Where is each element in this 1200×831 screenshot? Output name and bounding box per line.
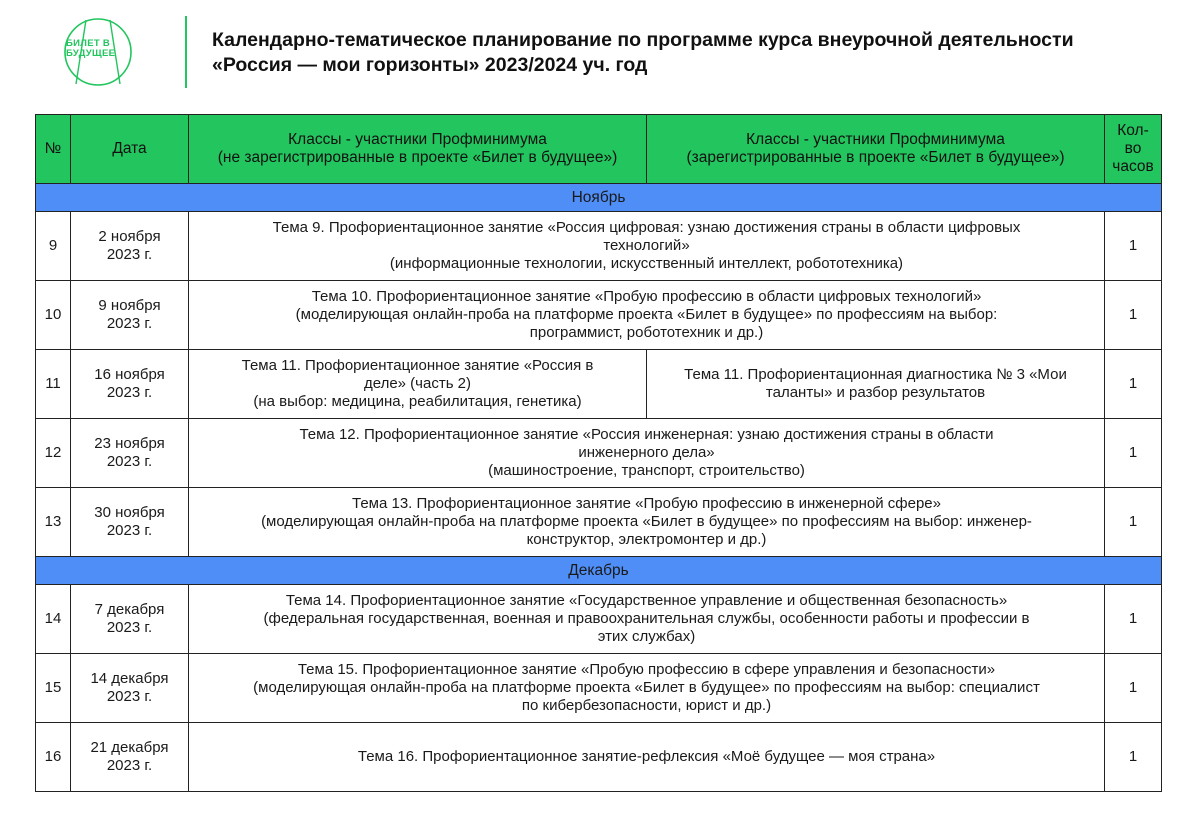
row-hours: 1 bbox=[1105, 350, 1162, 419]
row-date-line-1: 23 ноября bbox=[94, 435, 165, 452]
table-row bbox=[36, 585, 1162, 654]
table-row bbox=[36, 488, 1162, 557]
row-date bbox=[71, 723, 189, 792]
table-row bbox=[36, 419, 1162, 488]
row-date bbox=[71, 212, 189, 281]
row-topic bbox=[189, 654, 1105, 723]
row-hours: 1 bbox=[1105, 419, 1162, 488]
header-unregistered-line-2: (не зарегистрированные в проекте «Билет в будущее») bbox=[217, 149, 618, 166]
table-row bbox=[36, 212, 1162, 281]
row-date-line-1: 21 декабря bbox=[90, 739, 169, 756]
row-topic-line-2: (моделирующая онлайн-проба на платформе проекта «Билет в будущее» по профессиям на выбор: инженер- bbox=[261, 513, 1032, 530]
logo-text bbox=[66, 39, 115, 59]
row-date-line-2: 2023 г. bbox=[106, 522, 153, 539]
table-row bbox=[36, 350, 1162, 419]
month-label: Декабрь bbox=[36, 557, 1162, 585]
row-hours: 1 bbox=[1105, 488, 1162, 557]
row-topic bbox=[189, 585, 1105, 654]
row-topic-left-line-2: деле» (часть 2) bbox=[363, 375, 472, 392]
row-topic-line-1: Тема 15. Профориентационное занятие «Пробую профессию в сфере управления и безопасности» bbox=[297, 661, 996, 678]
row-date-line-2: 2023 г. bbox=[106, 246, 153, 263]
month-label: Ноябрь bbox=[36, 184, 1162, 212]
month-row-november bbox=[36, 184, 1162, 212]
row-date bbox=[71, 585, 189, 654]
row-topic bbox=[189, 281, 1105, 350]
row-topic-registered bbox=[647, 350, 1105, 419]
row-topic-line-1: Тема 13. Профориентационное занятие «Пробую профессию в инженерной сфере» bbox=[352, 495, 941, 512]
row-date-line-1: 2 ноября bbox=[98, 228, 161, 245]
logo-divider bbox=[185, 16, 187, 88]
row-topic bbox=[189, 723, 1105, 792]
row-topic-line-3: этих службах) bbox=[597, 628, 696, 645]
table-row bbox=[36, 723, 1162, 792]
header-date: Дата bbox=[71, 115, 189, 184]
header-registered-line-2: (зарегистрированные в проекте «Билет в будущее») bbox=[686, 149, 1065, 166]
row-topic-line-2: (моделирующая онлайн-проба на платформе проекта «Билет в будущее» по профессиям на выбор: bbox=[295, 306, 998, 323]
row-topic-left-line-3: (на выбор: медицина, реабилитация, генетика) bbox=[253, 393, 582, 410]
row-date-line-1: 7 декабря bbox=[94, 601, 165, 618]
row-date bbox=[71, 281, 189, 350]
row-topic-line-2: инженерного дела» bbox=[578, 444, 715, 461]
row-date-line-2: 2023 г. bbox=[106, 688, 153, 705]
row-date-line-2: 2023 г. bbox=[106, 453, 153, 470]
row-num: 13 bbox=[36, 488, 71, 557]
row-hours: 1 bbox=[1105, 585, 1162, 654]
row-num: 16 bbox=[36, 723, 71, 792]
header-unregistered-line-1: Классы - участники Профминимума bbox=[288, 131, 547, 148]
header-unregistered bbox=[189, 115, 647, 184]
row-date-line-2: 2023 г. bbox=[106, 757, 153, 774]
table-row bbox=[36, 654, 1162, 723]
row-date bbox=[71, 419, 189, 488]
schedule-table bbox=[35, 114, 1162, 792]
logo-line-1: БИЛЕТ В bbox=[66, 38, 111, 49]
row-date-line-2: 2023 г. bbox=[106, 619, 153, 636]
header-hours bbox=[1105, 115, 1162, 184]
row-topic-line-3: (информационные технологии, искусственный интеллект, робототехника) bbox=[389, 255, 904, 272]
row-topic bbox=[189, 419, 1105, 488]
header-hours-line-2: часов bbox=[1112, 158, 1154, 175]
row-num: 15 bbox=[36, 654, 71, 723]
row-topic bbox=[189, 212, 1105, 281]
row-topic bbox=[189, 488, 1105, 557]
row-topic-line-1: Тема 9. Профориентационное занятие «Россия цифровая: узнаю достижения страны в области цифровых bbox=[272, 219, 1021, 236]
row-date bbox=[71, 488, 189, 557]
month-row-december bbox=[36, 557, 1162, 585]
logo bbox=[62, 16, 134, 88]
row-hours: 1 bbox=[1105, 723, 1162, 792]
row-date-line-1: 30 ноября bbox=[94, 504, 165, 521]
row-num: 9 bbox=[36, 212, 71, 281]
table-row bbox=[36, 281, 1162, 350]
row-topic-line-1: Тема 10. Профориентационное занятие «Пробую профессию в области цифровых технологий» bbox=[311, 288, 982, 305]
row-topic-line-3: программист, робототехник и др.) bbox=[529, 324, 764, 341]
header-num: № bbox=[36, 115, 71, 184]
row-topic-line-2: (федеральная государственная, военная и правоохранительная службы, особенности работы и профессии в bbox=[263, 610, 1030, 627]
row-hours: 1 bbox=[1105, 281, 1162, 350]
row-topic-line-1: Тема 16. Профориентационное занятие-рефлексия «Моё будущее — моя страна» bbox=[357, 748, 936, 765]
row-date bbox=[71, 654, 189, 723]
row-topic-unregistered bbox=[189, 350, 647, 419]
row-topic-right-line-2: таланты» и разбор результатов bbox=[765, 384, 986, 401]
header-hours-line-1: Кол-во bbox=[1117, 122, 1149, 157]
logo-line-2: БУДУЩЕЕ bbox=[66, 48, 116, 59]
page-title bbox=[212, 28, 1172, 78]
header-registered bbox=[647, 115, 1105, 184]
row-topic-line-1: Тема 12. Профориентационное занятие «Россия инженерная: узнаю достижения страны в области bbox=[299, 426, 994, 443]
row-hours: 1 bbox=[1105, 212, 1162, 281]
title-line-2: «Россия — мои горизонты» 2023/2024 уч. год bbox=[212, 54, 648, 76]
row-topic-line-3: (машиностроение, транспорт, строительство) bbox=[488, 462, 805, 479]
row-date-line-1: 16 ноября bbox=[94, 366, 165, 383]
row-date-line-2: 2023 г. bbox=[106, 384, 153, 401]
row-num: 12 bbox=[36, 419, 71, 488]
row-topic-line-3: конструктор, электромонтер и др.) bbox=[526, 531, 767, 548]
row-topic-left-line-1: Тема 11. Профориентационное занятие «Россия в bbox=[241, 357, 594, 374]
row-date-line-2: 2023 г. bbox=[106, 315, 153, 332]
row-num: 14 bbox=[36, 585, 71, 654]
header-registered-line-1: Классы - участники Профминимума bbox=[746, 131, 1005, 148]
row-topic-line-2: (моделирующая онлайн-проба на платформе проекта «Билет в будущее» по профессиям на выбор: специалист bbox=[253, 679, 1040, 696]
table-header-row bbox=[36, 115, 1162, 184]
row-topic-right-line-1: Тема 11. Профориентационная диагностика № 3 «Мои bbox=[684, 366, 1067, 383]
row-topic-line-1: Тема 14. Профориентационное занятие «Государственное управление и общественная безопасность» bbox=[285, 592, 1008, 609]
row-num: 11 bbox=[36, 350, 71, 419]
row-topic-line-2: технологий» bbox=[603, 237, 690, 254]
row-date-line-1: 9 ноября bbox=[98, 297, 161, 314]
row-hours: 1 bbox=[1105, 654, 1162, 723]
row-topic-line-3: по кибербезопасности, юрист и др.) bbox=[521, 697, 772, 714]
row-num: 10 bbox=[36, 281, 71, 350]
row-date bbox=[71, 350, 189, 419]
row-date-line-1: 14 декабря bbox=[90, 670, 169, 687]
title-line-1: Календарно-тематическое планирование по программе курса внеурочной деятельности bbox=[212, 29, 1074, 51]
